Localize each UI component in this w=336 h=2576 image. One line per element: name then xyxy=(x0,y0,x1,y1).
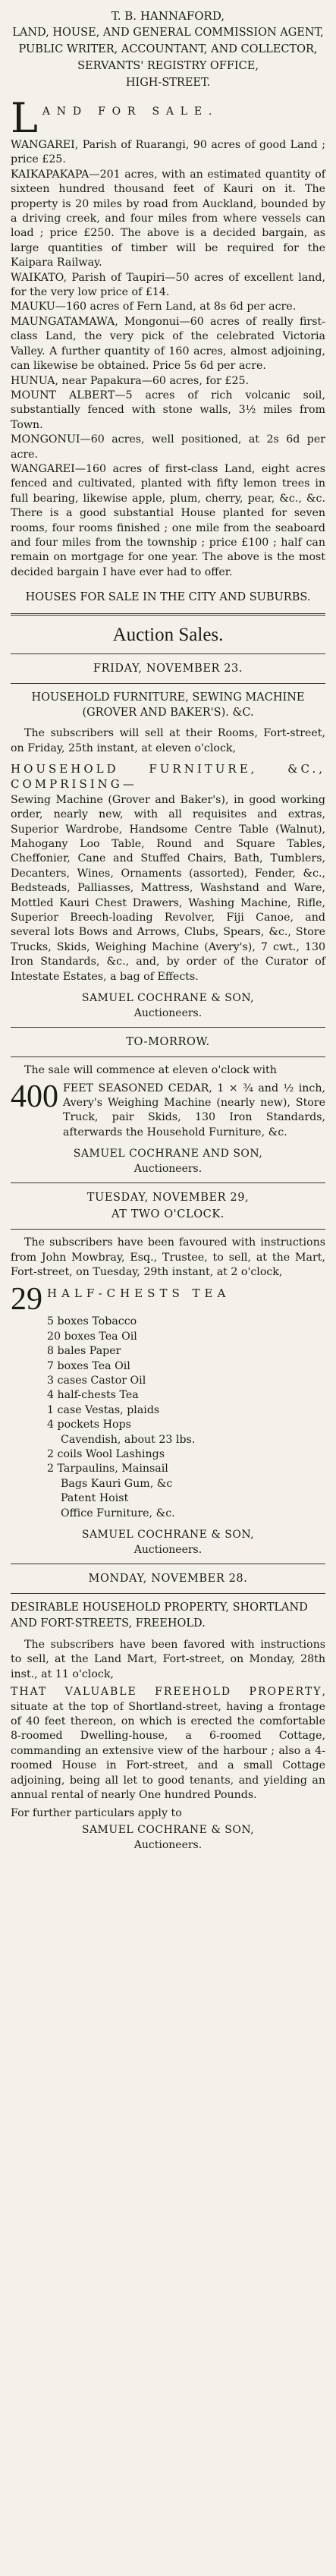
houses-for-sale-footer: HOUSES FOR SALE IN THE CITY AND SUBURBS. xyxy=(25,591,311,604)
goods-item: 2 coils Wool Lashings xyxy=(47,1448,165,1460)
sale-intro: The subscribers will sell at their Rooms, Fort-street, on Friday, 25th instant, at eleven o'clock, xyxy=(11,727,325,754)
hannaford-advertisement xyxy=(11,8,325,606)
auctioneer-role: Auctioneers. xyxy=(133,1544,203,1557)
further-particulars: For further particulars apply to xyxy=(11,1806,182,1819)
lot-description: HALF-CHESTS TEA xyxy=(47,1286,231,1301)
auction-sale-freehold-property xyxy=(11,1570,325,1853)
agent-business: LAND, HOUSE, AND GENERAL COMMISSION AGENT, xyxy=(12,27,324,39)
divider xyxy=(11,683,325,684)
sale-lead-block xyxy=(11,1282,325,1318)
goods-item: 4 half-chests Tea xyxy=(47,1389,139,1402)
sale-time: AT TWO O'CLOCK. xyxy=(111,1208,225,1221)
sale-date: MONDAY, NOVEMBER 28. xyxy=(88,1573,248,1586)
sale-lead-block xyxy=(11,1079,325,1141)
goods-item: 20 boxes Tea Oil xyxy=(47,1330,137,1343)
sale-date: FRIDAY, NOVEMBER 23. xyxy=(93,663,243,675)
lot-quantity: 400 xyxy=(11,1079,58,1114)
listing-item: WANGAREI—160 acres of first-class Land, eight acres fenced and cultivated, planted with fifty lemon trees in full bearing, likewise apple, plum, cherry, pear, &c., &c. There is a good substantial House planted for seven rooms, four rooms finished ; one mile from the seaboard and four miles from the township ; price £100 ; half can remain on mortgage for one year. The above is the most decided bargain I have ever had to offer. xyxy=(11,462,325,578)
goods-item: 8 bales Paper xyxy=(47,1345,121,1358)
goods-item: 5 boxes Tobacco xyxy=(47,1315,137,1328)
goods-item: Patent Hoist xyxy=(61,1492,129,1505)
sale-date: TO-MORROW. xyxy=(126,1036,210,1049)
sale-heading: DESIRABLE HOUSEHOLD PROPERTY, SHORTLAND AND FORT-STREETS, FREEHOLD. xyxy=(11,1601,308,1630)
goods-item: 4 pockets Hops xyxy=(47,1419,131,1431)
sale-intro: The subscribers have been favored with instructions to sell, at the Land Mart, Fort-street, on Monday, 28th inst., at 11 o'clock, xyxy=(11,1639,325,1680)
listing-item: MAUNGATAMAWA, Mongonui—60 acres of really first-class Land, the very pick of the celebrated Victoria Valley. A further quantity of 160 acres, almost adjoining, can likewise be obtained. Price 5s 6d per acre. xyxy=(11,315,325,373)
listing-item: HUNUA, near Papakura—60 acres, for £25. xyxy=(11,374,250,387)
sale-date: TUESDAY, NOVEMBER 29, xyxy=(86,1192,250,1205)
auctioneer-role: Auctioneers. xyxy=(133,1163,203,1176)
land-listings xyxy=(11,138,325,580)
listing-item: WAIKATO, Parish of Taupiri—50 acres of excellent land, for the very low price of £14. xyxy=(11,271,325,299)
sale-intro: The subscribers have been favoured with instructions from John Mowbray, Esq., Trustee, to sell, at the Mart, Fort-street, on Tuesday, 29th instant, at 2 o'clock, xyxy=(11,1236,325,1278)
divider xyxy=(11,653,325,654)
goods-item: 3 cases Castor Oil xyxy=(47,1374,146,1387)
auctioneer-signature: SAMUEL COCHRANE & SON, xyxy=(81,1529,255,1542)
auction-sales-title: Auction Sales. xyxy=(112,625,224,646)
goods-item: Bags Kauri Gum, &c xyxy=(61,1477,173,1490)
lot-quantity: 29 xyxy=(11,1282,42,1318)
sale-intro: The sale will commence at eleven o'clock with xyxy=(24,1064,277,1077)
auctioneer-signature: SAMUEL COCHRANE AND SON, xyxy=(73,1148,263,1160)
agent-name: T. B. HANNAFORD, xyxy=(111,9,225,23)
land-for-sale-banner xyxy=(11,94,325,142)
listing-item: MOUNT ALBERT—5 acres of rich volcanic soil, substantially fenced with stone walls, 3½ miles from Town. xyxy=(11,389,325,431)
sale-body: FEET SEASONED CEDAR, 1 × ¾ and ½ inch, Avery's Weighing Machine (nearly new), Store Truck, pair Skids, 130 Iron Standards, afterwards the Household Furniture, &c. xyxy=(63,1082,325,1138)
agent-address: HIGH-STREET. xyxy=(125,77,211,89)
listing-item: WANGAREI, Parish of Ruarangi, 90 acres of good Land ; price £25. xyxy=(11,139,325,166)
banner-text: AND FOR SALE. xyxy=(42,105,219,118)
goods-item: 1 case Vestas, plaids xyxy=(47,1403,160,1416)
sale-body: Sewing Machine (Grover and Baker's), in good working order, nearly new, with all requisites and extras, Superior Wardrobe, Handsome Centre Table (Walnut), Mahogany Loo Table, Round and Square Tables, Cheffonier, Cane and Stuffed Chairs, Bath, Tumblers, Decanters, Wines, Ornaments (assorted), Fender, &c., Bedsteads, Palliasses, Mattress, Washstand and Ware, Mottled Kauri Chest Drawers, Washing Machine, Rifle, Superior Breech-loading Revolver, Fiji Canoe, and several lots Bows and Arrows, Clubs, Spears, &c., Store Trucks, Skids, Weighing Machine (Avery's), 7 cwt., 130 Iron Standards, &c., and, by order of the Curator of Intestate Estates, a bag of Effects. xyxy=(11,793,325,983)
auction-sale-cedar xyxy=(11,1034,325,1176)
goods-item: Office Furniture, &c. xyxy=(61,1507,175,1519)
goods-item: Cavendish, about 23 lbs. xyxy=(61,1433,196,1446)
divider xyxy=(11,1593,325,1594)
auctioneer-signature: SAMUEL COCHRANE & SON, xyxy=(81,1823,255,1836)
listing-item: KAIKAPAKAPA—201 acres, with an estimated quantity of sixteen hundred thousand feet of Kauri on it. The property is 20 miles by road from Auckland, bounded by a driving creek, and four miles from where vessels can load ; price £250. The above is a decided bargain, as large quantities of timber will be required for the Kaipara Railway. xyxy=(11,168,325,269)
goods-item: 7 boxes Tea Oil xyxy=(47,1359,130,1372)
auction-sale-tea xyxy=(11,1189,325,1557)
sale-body: THAT VALUABLE FREEHOLD PROPERTY, situate at the top of Shortland-street, having a frontage of 40 feet thereon, on which is erected the comfortable 8-roomed Dwelling-house, a 6-roomed Cottage, commanding an extensive view of the harbour ; also a 4-roomed House in Fort-street, and a small Cottage adjoining, being all let to good tenants, and yielding an annual rental of nearly One hundred Pounds. xyxy=(11,1686,325,1802)
listing-item: MONGONUI—60 acres, well positioned, at 2s 6d per acre. xyxy=(11,433,325,461)
listing-item: MAUKU—160 acres of Fern Land, at 8s 6d per acre. xyxy=(11,301,297,313)
banner-dropcap: L xyxy=(11,94,38,142)
goods-list xyxy=(47,1315,325,1521)
divider xyxy=(11,1229,325,1230)
auctioneer-role: Auctioneers. xyxy=(133,1838,203,1851)
section-divider xyxy=(11,613,325,616)
agent-registry: SERVANTS' REGISTRY OFFICE, xyxy=(77,60,259,72)
auction-sale-household-furniture xyxy=(11,660,325,1021)
agent-titles: PUBLIC WRITER, ACCOUNTANT, AND COLLECTOR, xyxy=(18,43,318,55)
goods-item: 2 Tarpaulins, Mainsail xyxy=(47,1463,168,1475)
sale-heading: HOUSEHOLD FURNITURE, SEWING MACHINE (GROVER AND BAKER'S). &C. xyxy=(31,691,305,720)
auctioneer-role: Auctioneers. xyxy=(133,1007,203,1020)
sale-lead: HOUSEHOLD FURNITURE, &C., COMPRISING— xyxy=(11,762,325,792)
divider xyxy=(11,1027,325,1028)
auctioneer-signature: SAMUEL COCHRANE & SON, xyxy=(81,992,255,1005)
